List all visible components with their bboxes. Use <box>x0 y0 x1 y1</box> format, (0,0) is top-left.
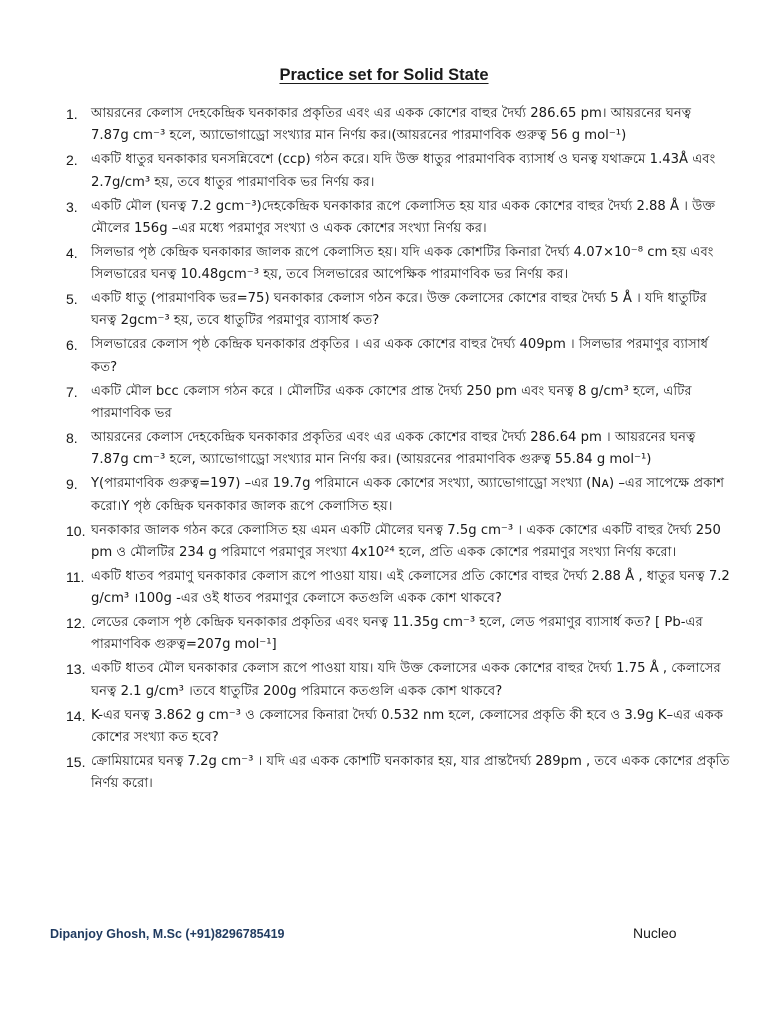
question-text: একটি মৌল (ঘনত্ব 7.2 gcm⁻³)দেহকেন্দ্রিক ঘনকাকার রূপে কেলাসিত হয় যার একক কোশের বাহুর দৈর্ঘ্য 2.88 Å । উক্ত মৌলের 156g –এর মধ্যে পরমাণুর সংখ্যা ও একক কোশের সংখ্যা নির্ণয় কর। <box>91 198 716 236</box>
question-item <box>66 566 730 611</box>
question-item <box>66 149 730 194</box>
question-number: 12. <box>66 615 86 632</box>
question-text: একটি ধাতুর ঘনকাকার ঘনসন্নিবেশে (ccp) গঠন করে। যদি উক্ত ধাতুর পারমাণবিক ব্যাসার্ধ ও ঘনত্ব যথাক্রমে 1.43Å এবং 2.7g/cm³ হয়, তবে ধাতুর পারমাণবিক ভর নির্ণয় কর। <box>91 152 716 190</box>
question-number: 9. <box>66 476 78 493</box>
question-item <box>66 381 730 426</box>
question-text: একটি মৌল bcc কেলাস গঠন করে । মৌলটির একক কোশের প্রান্ত দৈর্ঘ্য 250 pm এবং ঘনত্ব 8 g/cm³ হলে, এটির পারমাণবিক ভর <box>91 383 692 421</box>
question-number: 1. <box>66 106 78 122</box>
question-list <box>66 103 730 797</box>
question-text: ঘনকাকার জালক গঠন করে কেলাসিত হয় এমন একটি মৌলের ঘনত্ব 7.5g cm⁻³ । একক কোশের একটি বাহুর দৈর্ঘ্য 250 pm ও মৌলটির 234 g পরিমাণে পরমাণুর সংখ্যা 4x10²⁴ হলে, প্রতি একক কোশের পরমাণুর সংখ্যা নির্ণয় করো। <box>91 522 721 560</box>
question-item <box>66 196 730 241</box>
question-number: 14. <box>66 707 86 724</box>
question-number: 7. <box>66 383 78 400</box>
question-item <box>66 334 730 379</box>
question-item <box>66 288 730 333</box>
question-text: ক্রোমিয়ামের ঘনত্ব 7.2g cm⁻³ । যদি এর একক কোশটি ঘনকাকার হয়, যার প্রান্তদৈর্ঘ্য 289pm , তবে একক কোশের প্রকৃতি নির্ণয় করো। <box>91 753 730 792</box>
question-text: আয়রনের কেলাস দেহকেন্দ্রিক ঘনকাকার প্রকৃতির এবং এর একক কোশের বাহুর দৈর্ঘ্য 286.64 pm । আয়রনের ঘনত্ব 7.87g cm⁻³ হলে, অ্যাভোগাড্রো সংখ্যার মান নির্ণয় কর। (আয়রনের পারমাণবিক গুরুত্ব 55.84 g mol⁻¹) <box>91 429 696 468</box>
question-number: 4. <box>66 244 78 261</box>
footer-author: Dipanjoy Ghosh, M.Sc (+91)8296785419 <box>50 927 285 941</box>
question-item <box>66 103 730 148</box>
question-number: 6. <box>66 337 78 354</box>
question-text: লেডের কেলাস পৃষ্ঠ কেন্দ্রিক ঘনকাকার প্রকৃতির এবং ঘনত্ব 11.35g cm⁻³ হলে, লেড পরমাণুর ব্যাসার্ধ কত? [ Pb-এর পারমাণবিক গুরুত্ব=207g mol⁻¹] <box>91 615 703 653</box>
question-number: 11. <box>66 568 85 585</box>
question-number: 15. <box>66 753 86 770</box>
question-text: আয়রনের কেলাস দেহকেন্দ্রিক ঘনকাকার প্রকৃতির এবং এর একক কোশের বাহুর দৈর্ঘ্য 286.65 pm। আয়রনের ঘনত্ব 7.87g cm⁻³ হলে, অ্যাভোগাড্রো সংখ্যার মান নির্ণয় কর।(আয়রনের পারমাণবিক গুরুত্ব 56 g mol⁻¹) <box>91 106 692 144</box>
question-number: 5. <box>66 291 78 308</box>
question-text: K-এর ঘনত্ব 3.862 g cm⁻³ ও কেলাসের কিনারা দৈর্ঘ্য 0.532 nm হলে, কেলাসের প্রকৃতি কী হবে ও 3.9g K–এর একক কোশের সংখ্যা কত হবে? <box>91 707 724 745</box>
question-item <box>66 427 730 472</box>
question-text: Y(পারমাণবিক গুরুত্ব=197) –এর 19.7g পরিমানে একক কোশের সংখ্যা, অ্যাভোগাড্রো সংখ্যা (Nᴀ) –এর সাপেক্ষে প্রকাশ করো।Y পৃষ্ঠ কেন্দ্রিক ঘনকাকার জালক রূপে কেলাসিত হয়। <box>91 476 725 514</box>
question-item <box>66 658 730 703</box>
question-item <box>66 520 730 565</box>
question-number: 2. <box>66 152 78 169</box>
question-text: একটি ধাতু (পারমাণবিক ভর=75) ঘনকাকার কেলাস গঠন করে। উক্ত কেলাসের কোশের বাহুর দৈর্ঘ্য 5 Å । যদি ধাতুটির ঘনত্ব 2gcm⁻³ হয়, তবে ধাতুটির পরমাণুর ব্যাসার্ধ কত? <box>91 291 707 329</box>
question-number: 10. <box>66 522 86 539</box>
question-text: একটি ধাতব মৌল ঘনকাকার কেলাস রূপে পাওয়া যায়। যদি উক্ত কেলাসের একক কোশের বাহুর দৈর্ঘ্য 1.75 Å , কেলাসের ঘনত্ব 2.1 g/cm³ ।তবে ধাতুটির 200g পরিমানে কতগুলি একক কোশ থাকবে? <box>91 661 721 699</box>
footer-brand: Nucleo <box>633 925 677 941</box>
question-item <box>66 242 730 287</box>
question-item <box>66 751 730 796</box>
question-number: 8. <box>66 429 78 446</box>
question-item <box>66 612 730 657</box>
question-number: 13. <box>66 661 86 678</box>
question-number: 3. <box>66 198 78 215</box>
question-item <box>66 705 730 750</box>
question-text: সিলভার পৃষ্ঠ কেন্দ্রিক ঘনকাকার জালক রূপে কেলাসিত হয়। যদি একক কোশটির কিনারা দৈর্ঘ্য 4.07×10⁻⁸ cm হয় এবং সিলভারের ঘনত্ব 10.48gcm⁻³ হয়, তবে সিলভারের আপেক্ষিক পারমাণবিক ভর নির্ণয় কর। <box>91 244 714 283</box>
question-text: একটি ধাতব পরমাণু ঘনকাকার কেলাস রূপে পাওয়া যায়। এই কেলাসের প্রতি কোশের বাহুর দৈর্ঘ্য 2.88 Å , ধাতুর ঘনত্ব 7.2 g/cm³ ।100g -এর ওই ধাতব পরমাণুর কেলাসে কতগুলি একক কোশ থাকবে? <box>91 568 730 607</box>
question-text: সিলভারের কেলাস পৃষ্ঠ কেন্দ্রিক ঘনকাকার প্রকৃতির । এর একক কোশের বাহুর দৈর্ঘ্য 409pm । সিলভার পরমাণুর ব্যাসার্ধ কত? <box>91 337 709 375</box>
question-item <box>66 473 730 518</box>
page-title: Practice set for Solid State <box>279 66 489 84</box>
